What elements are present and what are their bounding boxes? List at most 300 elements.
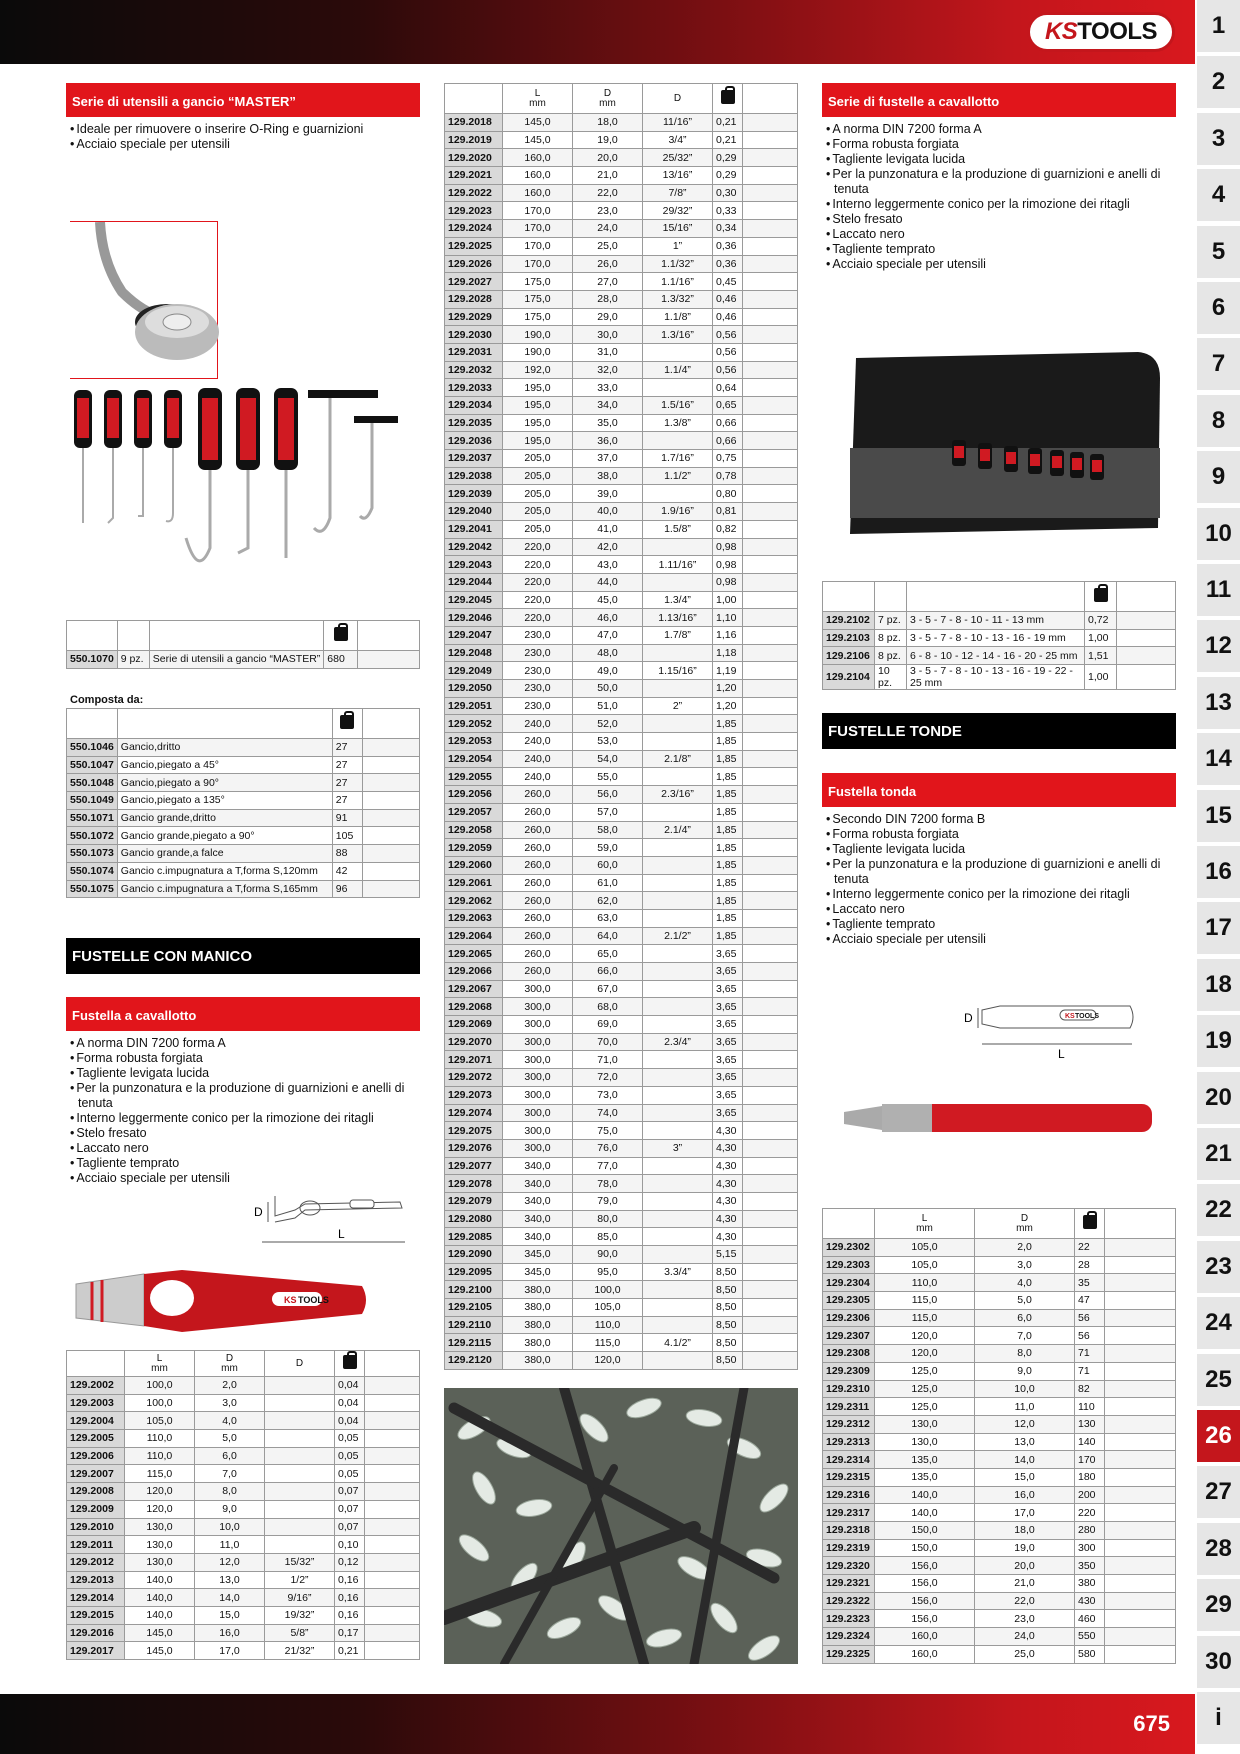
col-l-unit: mm (916, 1222, 933, 1234)
table-cell: 85,0 (573, 1228, 643, 1246)
table-cell: 110,0 (125, 1430, 195, 1448)
table-cell: 0,33 (713, 202, 743, 220)
table-row (445, 326, 798, 344)
table-row (445, 361, 798, 379)
table-cell: 175,0 (503, 273, 573, 291)
article-code: 129.2061 (445, 874, 503, 892)
table-cell: 13/16” (643, 167, 713, 185)
tonda-table (822, 1208, 1176, 1664)
cavallotto-technical-drawing (250, 1188, 415, 1256)
table-row (67, 1518, 420, 1536)
table-cell: 6,0 (975, 1309, 1075, 1327)
chapter-tab-14[interactable]: 14 (1197, 733, 1240, 787)
table-cell: 75,0 (573, 1122, 643, 1140)
table-row (445, 998, 798, 1016)
article-code: 129.2100 (445, 1281, 503, 1299)
table-row (445, 644, 798, 662)
table-cell: 300,0 (503, 1069, 573, 1087)
article-code: 129.2310 (823, 1380, 875, 1398)
table-row (823, 1592, 1176, 1610)
table-cell: 200 (1075, 1486, 1105, 1504)
table-cell: 1,85 (713, 715, 743, 733)
table-row (445, 1104, 798, 1122)
weight-icon (721, 90, 735, 104)
table-cell (265, 1412, 335, 1430)
table-cell: 1,85 (713, 892, 743, 910)
table-cell (643, 1086, 713, 1104)
article-code: 129.2306 (823, 1309, 875, 1327)
article-code: 129.2303 (823, 1256, 875, 1274)
table-cell: 105,0 (875, 1256, 975, 1274)
article-code: 129.2312 (823, 1415, 875, 1433)
table-row (67, 1553, 420, 1571)
table-row (445, 1316, 798, 1334)
table-cell: 13,0 (975, 1433, 1075, 1451)
table-cell: 0,07 (335, 1483, 365, 1501)
table-cell: 61,0 (573, 874, 643, 892)
table-row (823, 1345, 1176, 1363)
table-row (445, 1299, 798, 1317)
chapter-tab-7[interactable]: 7 (1197, 338, 1240, 392)
article-code: 129.2075 (445, 1122, 503, 1140)
table-cell: 0,21 (713, 114, 743, 132)
bullet-item: • A norma DIN 7200 forma A (70, 1036, 420, 1051)
table-row (823, 1522, 1176, 1540)
table-cell: 2.1/8” (643, 750, 713, 768)
table-row (445, 662, 798, 680)
table-cell: 120,0 (573, 1352, 643, 1370)
table-row (445, 803, 798, 821)
table-row (823, 1468, 1176, 1486)
table-cell (265, 1536, 335, 1554)
table-cell: 57,0 (573, 803, 643, 821)
table-cell (643, 839, 713, 857)
chapter-tab-5[interactable]: 5 (1197, 226, 1240, 280)
table-cell: 300,0 (503, 1086, 573, 1104)
table-cell: 145,0 (503, 131, 573, 149)
table-cell: 71,0 (573, 1051, 643, 1069)
table-cell: 135,0 (875, 1451, 975, 1469)
article-code: 129.2019 (445, 131, 503, 149)
table-cell (643, 485, 713, 503)
table-cell: 150,0 (875, 1522, 975, 1540)
table-cell: 4,0 (195, 1412, 265, 1430)
table-cell: 17,0 (195, 1642, 265, 1660)
table-cell: 150,0 (875, 1539, 975, 1557)
table-cell: 66,0 (573, 963, 643, 981)
table-cell: 19/32” (265, 1606, 335, 1624)
table-cell: 1,00 (1085, 629, 1117, 647)
table-cell: Gancio,piegato a 135° (117, 792, 332, 810)
table-row (445, 167, 798, 185)
table-cell (643, 1157, 713, 1175)
table-cell: 33,0 (573, 379, 643, 397)
table-cell: 58,0 (573, 821, 643, 839)
table-cell: 1.3/8” (643, 414, 713, 432)
table-cell: 300,0 (503, 980, 573, 998)
table-cell: 5,0 (195, 1430, 265, 1448)
table-row (823, 1256, 1176, 1274)
table-cell: 30,0 (573, 326, 643, 344)
table-row (445, 909, 798, 927)
table-cell: 145,0 (503, 114, 573, 132)
table-cell: 1,18 (713, 644, 743, 662)
table-cell: 8,50 (713, 1299, 743, 1317)
chapter-tab-19[interactable]: 19 (1197, 1015, 1240, 1069)
table-cell: 1.7/8” (643, 626, 713, 644)
article-code: 129.2104 (823, 665, 875, 690)
tonda-punch-photo (842, 1098, 1157, 1138)
table-cell: 1,85 (713, 927, 743, 945)
table-cell: 1.13/16” (643, 609, 713, 627)
table-cell: 580 (1075, 1645, 1105, 1663)
table-cell: 25,0 (573, 237, 643, 255)
table-cell: 5,15 (713, 1246, 743, 1264)
table-cell (643, 1069, 713, 1087)
bullet-item: • Interno leggermente conico per la rimozione dei ritagli (826, 197, 1176, 212)
chapter-tab-15[interactable]: 15 (1197, 790, 1240, 844)
table-cell: 1,00 (713, 591, 743, 609)
table-cell: Gancio,dritto (117, 739, 332, 757)
table-cell: 1,85 (713, 856, 743, 874)
table-cell: 1” (643, 237, 713, 255)
table-cell: 260,0 (503, 839, 573, 857)
table-cell: 11,0 (195, 1536, 265, 1554)
table-cell: 140 (1075, 1433, 1105, 1451)
table-cell: 6,0 (195, 1447, 265, 1465)
bullet-item: • Per la punzonatura e la produzione di guarnizioni e anelli di tenuta (70, 1081, 420, 1111)
table-cell: 190,0 (503, 343, 573, 361)
article-code: 129.2031 (445, 343, 503, 361)
table-cell: 140,0 (125, 1571, 195, 1589)
table-row (445, 520, 798, 538)
chapter-tab-28[interactable]: 28 (1197, 1523, 1240, 1577)
table-cell: 16,0 (975, 1486, 1075, 1504)
table-cell: 8,50 (713, 1263, 743, 1281)
table-cell: 4,30 (713, 1228, 743, 1246)
article-code: 129.2068 (445, 998, 503, 1016)
article-code: 129.2103 (823, 629, 875, 647)
table-cell: 205,0 (503, 450, 573, 468)
table-row (823, 1575, 1176, 1593)
table-cell: 74,0 (573, 1104, 643, 1122)
chapter-tab-27[interactable]: 27 (1197, 1466, 1240, 1520)
article-code: 129.2016 (67, 1624, 125, 1642)
article-code: 129.2027 (445, 273, 503, 291)
table-cell: 160,0 (875, 1628, 975, 1646)
bullet-item: • Forma robusta forgiata (826, 137, 1176, 152)
table-cell: 170,0 (503, 220, 573, 238)
table-cell: 300 (1075, 1539, 1105, 1557)
table-cell: 195,0 (503, 397, 573, 415)
table-cell: 100,0 (125, 1394, 195, 1412)
chapter-tab-9[interactable]: 9 (1197, 451, 1240, 505)
chapter-tab-3[interactable]: 3 (1197, 113, 1240, 167)
table-cell (643, 892, 713, 910)
table-cell: 1.3/4” (643, 591, 713, 609)
chapter-tab-2[interactable]: 2 (1197, 56, 1240, 110)
table-cell: 260,0 (503, 892, 573, 910)
table-cell: 27 (332, 756, 362, 774)
bullet-item: • Tagliente levigata lucida (70, 1066, 420, 1081)
table-cell: 160,0 (875, 1645, 975, 1663)
article-code: 129.2053 (445, 733, 503, 751)
table-cell: 21/32” (265, 1642, 335, 1660)
chapter-tab-18[interactable]: 18 (1197, 959, 1240, 1013)
chapter-tab-23[interactable]: 23 (1197, 1241, 1240, 1295)
table-cell: 82 (1075, 1380, 1105, 1398)
table-cell: 46,0 (573, 609, 643, 627)
table-row (445, 1086, 798, 1104)
chapter-tab-6[interactable]: 6 (1197, 282, 1240, 336)
table-cell: 0,04 (335, 1412, 365, 1430)
chapter-tab-16[interactable]: 16 (1197, 846, 1240, 900)
table-cell: 1.3/32” (643, 290, 713, 308)
table-cell: 76,0 (573, 1139, 643, 1157)
table-cell: 96 (332, 880, 362, 898)
chapter-tab-12[interactable]: 12 (1197, 620, 1240, 674)
table-cell: 0,21 (335, 1642, 365, 1660)
table-cell (643, 1210, 713, 1228)
table-cell: 205,0 (503, 467, 573, 485)
chapter-tab-24[interactable]: 24 (1197, 1297, 1240, 1351)
table-cell: 14,0 (975, 1451, 1075, 1469)
article-code: 129.2115 (445, 1334, 503, 1352)
table-row (445, 432, 798, 450)
article-code: 129.2077 (445, 1157, 503, 1175)
table-cell: 115,0 (573, 1334, 643, 1352)
article-code: 129.2007 (67, 1465, 125, 1483)
table-cell: 24,0 (573, 220, 643, 238)
table-cell: 12,0 (975, 1415, 1075, 1433)
chapter-tab-20[interactable]: 20 (1197, 1072, 1240, 1126)
table-cell: 140,0 (875, 1504, 975, 1522)
article-code: 129.2002 (67, 1377, 125, 1395)
article-code: 129.2047 (445, 626, 503, 644)
article-code: 129.2090 (445, 1246, 503, 1264)
table-cell (643, 644, 713, 662)
table-cell: 27 (332, 739, 362, 757)
table-cell: 156,0 (875, 1610, 975, 1628)
table-cell: 43,0 (573, 556, 643, 574)
table-cell: 1,85 (713, 803, 743, 821)
bullet-item: • Acciaio speciale per utensili (70, 137, 420, 152)
cavallotto-bullets (70, 1036, 420, 1186)
table-cell: 260,0 (503, 927, 573, 945)
table-cell (643, 963, 713, 981)
table-cell (643, 803, 713, 821)
col-d-unit: mm (221, 1362, 238, 1374)
col-d: D (1020, 1212, 1029, 1224)
table-cell: 0,05 (335, 1447, 365, 1465)
table-row (445, 237, 798, 255)
table-cell: 1.1/4” (643, 361, 713, 379)
table-cell: 2.1/4” (643, 821, 713, 839)
table-cell: 1.5/8” (643, 520, 713, 538)
chapter-tab-17[interactable]: 17 (1197, 902, 1240, 956)
table-row (445, 131, 798, 149)
table-cell: 110 (1075, 1398, 1105, 1416)
chapter-tab-21[interactable]: 21 (1197, 1128, 1240, 1182)
table-cell: 28 (1075, 1256, 1105, 1274)
chapter-tab-1[interactable]: 1 (1197, 0, 1240, 54)
table-cell: 0,16 (335, 1606, 365, 1624)
table-row (823, 1451, 1176, 1469)
table-cell: 47,0 (573, 626, 643, 644)
article-code: 129.2035 (445, 414, 503, 432)
chapter-tab-4[interactable]: 4 (1197, 169, 1240, 223)
table-cell: 12,0 (195, 1553, 265, 1571)
article-code: 129.2014 (67, 1589, 125, 1607)
table-cell: 1.1/8” (643, 308, 713, 326)
table-cell: 56 (1075, 1327, 1105, 1345)
bullet-item: • Acciaio speciale per utensili (826, 257, 1176, 272)
chapter-tab-22[interactable]: 22 (1197, 1184, 1240, 1238)
table-cell: Gancio grande,dritto (117, 809, 332, 827)
bullet-item: • Laccato nero (70, 1141, 420, 1156)
article-code: 129.2079 (445, 1192, 503, 1210)
table-cell: 49,0 (573, 662, 643, 680)
table-cell: 6 - 8 - 10 - 12 - 14 - 16 - 20 - 25 mm (907, 647, 1085, 665)
table-cell: 1.3/16” (643, 326, 713, 344)
table-cell: 20,0 (975, 1557, 1075, 1575)
table-cell (265, 1465, 335, 1483)
article-code: 129.2318 (823, 1522, 875, 1540)
table-cell: 120,0 (875, 1327, 975, 1345)
table-cell: 220,0 (503, 609, 573, 627)
table-row (445, 450, 798, 468)
article-code: 129.2064 (445, 927, 503, 945)
table-cell: 21,0 (975, 1575, 1075, 1593)
table-cell: 0,98 (713, 556, 743, 574)
weight-icon (1083, 1215, 1097, 1229)
table-row (445, 733, 798, 751)
table-cell: 70,0 (573, 1033, 643, 1051)
table-cell: 345,0 (503, 1246, 573, 1264)
table-cell (265, 1447, 335, 1465)
table-row (445, 1334, 798, 1352)
table-cell: 37,0 (573, 450, 643, 468)
table-cell: 175,0 (503, 290, 573, 308)
table-cell: 0,34 (713, 220, 743, 238)
col-d-inch: D (265, 1351, 335, 1377)
table-cell: 63,0 (573, 909, 643, 927)
table-cell: 156,0 (875, 1557, 975, 1575)
table-cell: 60,0 (573, 856, 643, 874)
table-cell (643, 768, 713, 786)
article-code: 129.2005 (67, 1430, 125, 1448)
table-cell: 145,0 (125, 1624, 195, 1642)
chapter-tab-13[interactable]: 13 (1197, 677, 1240, 731)
table-cell: 45,0 (573, 591, 643, 609)
table-row (67, 1412, 420, 1430)
table-cell: 550 (1075, 1628, 1105, 1646)
chapter-tab-i[interactable]: i (1197, 1692, 1240, 1746)
fustelle-manico-heading: FUSTELLE CON MANICO (66, 938, 420, 974)
tonda-bullets (826, 812, 1176, 947)
table-cell: 18,0 (975, 1522, 1075, 1540)
table-cell: 100,0 (573, 1281, 643, 1299)
chapter-tab-25[interactable]: 25 (1197, 1354, 1240, 1408)
chapter-tab-29[interactable]: 29 (1197, 1579, 1240, 1633)
table-cell: 345,0 (503, 1263, 573, 1281)
article-code: 129.2059 (445, 839, 503, 857)
table-cell: 13,0 (195, 1571, 265, 1589)
col-l-unit: mm (529, 97, 546, 109)
table-row (445, 1352, 798, 1370)
table-cell: 3,65 (713, 1104, 743, 1122)
table-cell: 300,0 (503, 1033, 573, 1051)
bullet-item: • Tagliente levigata lucida (826, 842, 1176, 857)
article-code: 129.2309 (823, 1362, 875, 1380)
table-cell: 8,50 (713, 1281, 743, 1299)
table-cell: 160,0 (503, 167, 573, 185)
chapter-tab-11[interactable]: 11 (1197, 564, 1240, 618)
col-l-unit: mm (151, 1362, 168, 1374)
table-cell: 21,0 (573, 167, 643, 185)
table-cell: 1,85 (713, 909, 743, 927)
article-code: 129.2307 (823, 1327, 875, 1345)
table-cell: 350 (1075, 1557, 1105, 1575)
table-cell: 16,0 (195, 1624, 265, 1642)
table-cell: 115,0 (875, 1292, 975, 1310)
table-row (445, 397, 798, 415)
table-row (445, 503, 798, 521)
chapter-tab-26[interactable]: 26 (1197, 1410, 1240, 1464)
article-code: 129.2076 (445, 1139, 503, 1157)
table-row (823, 1362, 1176, 1380)
table-cell: 1.1/16” (643, 273, 713, 291)
table-cell: 3,65 (713, 1033, 743, 1051)
article-code: 129.2021 (445, 167, 503, 185)
table-cell: 31,0 (573, 343, 643, 361)
table-row (445, 963, 798, 981)
table-cell: 300,0 (503, 1122, 573, 1140)
table-row (445, 1210, 798, 1228)
table-cell: 110,0 (875, 1274, 975, 1292)
bullet-item: • Interno leggermente conico per la rimozione dei ritagli (70, 1111, 420, 1126)
table-cell (643, 432, 713, 450)
table-cell: 3,65 (713, 980, 743, 998)
table-cell: 36,0 (573, 432, 643, 450)
article-code: 129.2057 (445, 803, 503, 821)
table-cell: 300,0 (503, 1051, 573, 1069)
table-cell: 56,0 (573, 786, 643, 804)
table-row (67, 845, 420, 863)
table-cell: 135,0 (875, 1468, 975, 1486)
table-cell: 0,29 (713, 167, 743, 185)
article-code: 129.2321 (823, 1575, 875, 1593)
article-code: 129.2060 (445, 856, 503, 874)
article-code: 129.2066 (445, 963, 503, 981)
table-row (67, 1430, 420, 1448)
table-cell: 240,0 (503, 715, 573, 733)
table-cell: 0,16 (335, 1589, 365, 1607)
table-cell: 69,0 (573, 1016, 643, 1034)
article-code: 129.2039 (445, 485, 503, 503)
article-code: 129.2018 (445, 114, 503, 132)
chapter-tab-10[interactable]: 10 (1197, 508, 1240, 562)
article-code: 129.2042 (445, 538, 503, 556)
table-cell: 110,0 (125, 1447, 195, 1465)
article-code: 550.1071 (67, 809, 118, 827)
table-cell: 8,50 (713, 1316, 743, 1334)
chapter-tab-8[interactable]: 8 (1197, 395, 1240, 449)
chapter-tab-30[interactable]: 30 (1197, 1636, 1240, 1690)
bullet-item: • Forma robusta forgiata (70, 1051, 420, 1066)
table-cell: 3,0 (975, 1256, 1075, 1274)
table-row (445, 874, 798, 892)
